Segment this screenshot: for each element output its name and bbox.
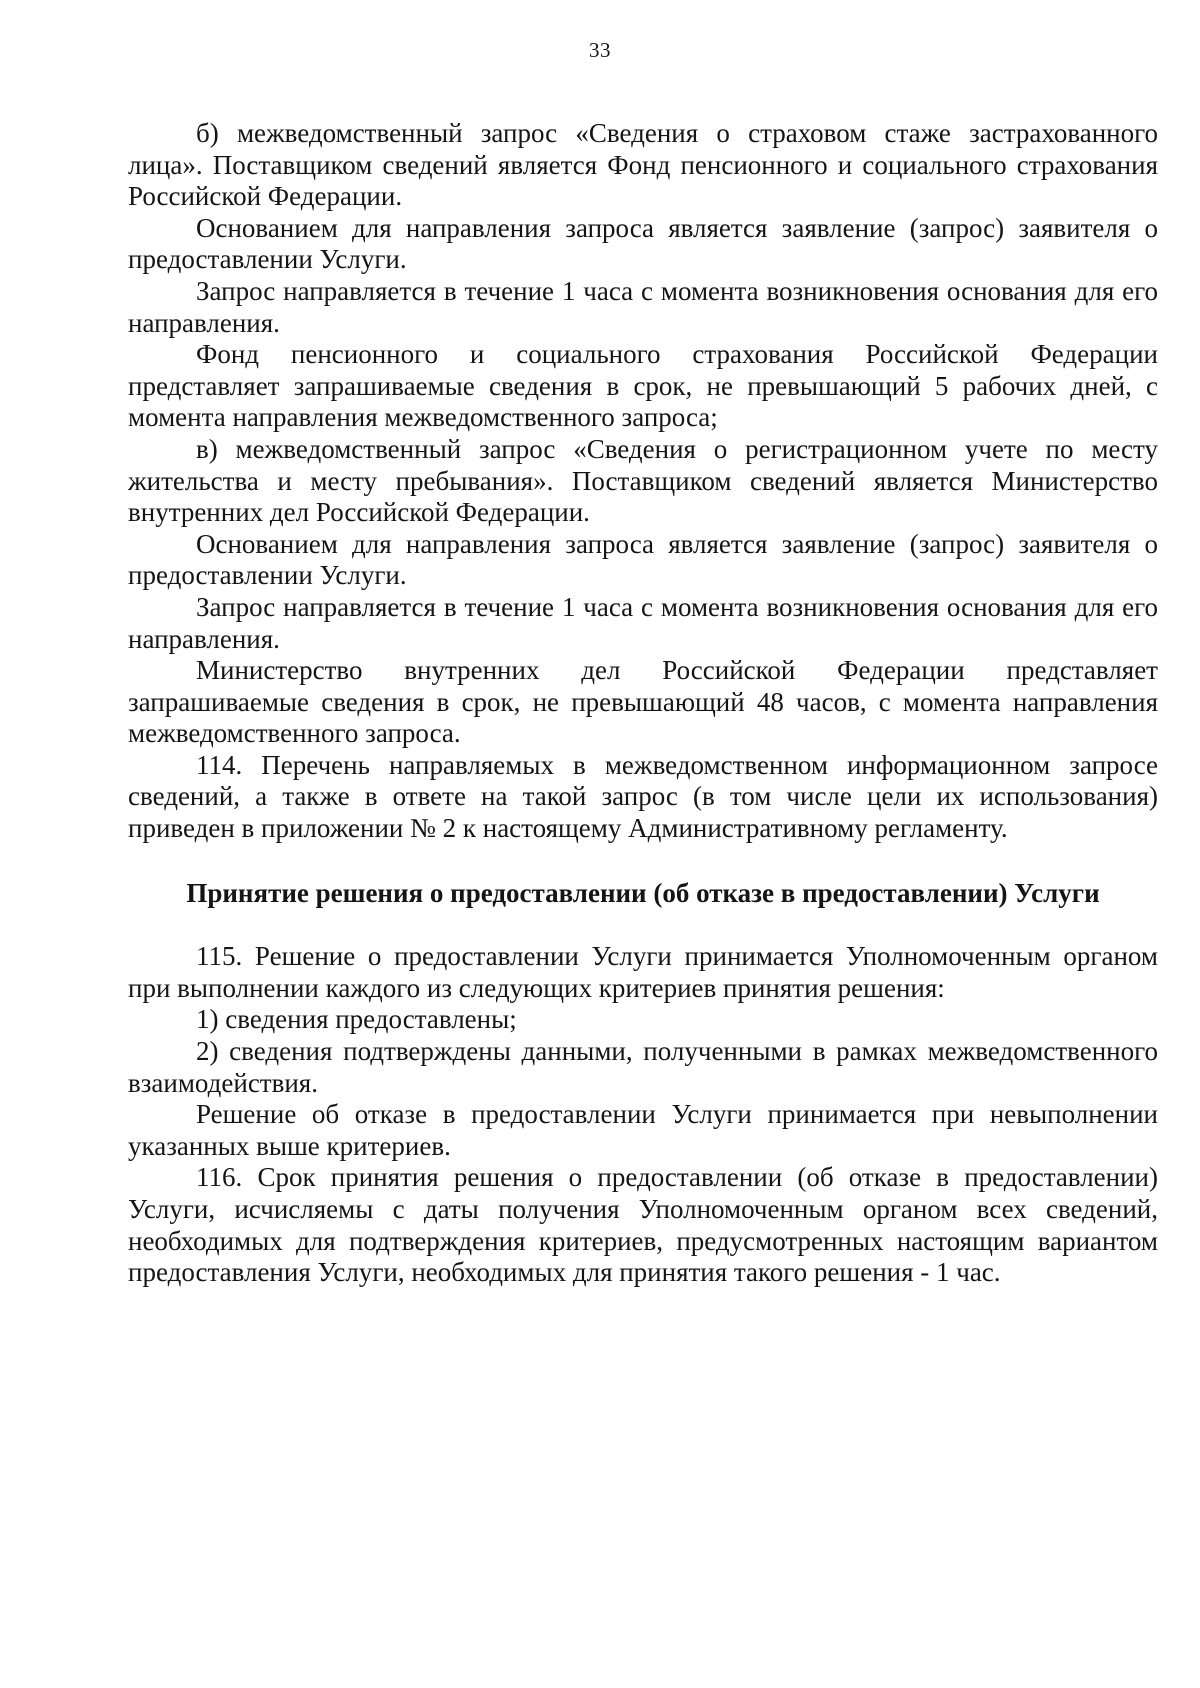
page-number: 33 bbox=[589, 38, 611, 62]
criterion-2: 2) сведения подтверждены данными, полученными в рамках межведомственного взаимодействия. bbox=[128, 1036, 1158, 1098]
paragraph-ministry-response-term: Министерство внутренних дел Российской Федерации представляет запрашиваемые сведения в срок, не превышающий 48 часов, с момента направления межведомственного запроса. bbox=[128, 655, 1158, 749]
paragraph-fund-response-term: Фонд пенсионного и социального страхования Российской Федерации представляет запрашиваемые сведения в срок, не превышающий 5 рабочих дней, с момента направления межведомственного запроса; bbox=[128, 339, 1158, 433]
paragraph-114: 114. Перечень направляемых в межведомственном информационном запросе сведений, а также в ответе на такой запрос (в том числе цели их использования) приведен в приложении № 2 к настоящему Административному регламенту. bbox=[128, 749, 1158, 844]
section-heading: Принятие решения о предоставлении (об отказе в предоставлении) Услуги bbox=[186, 877, 1100, 908]
paragraph-116: 116. Срок принятия решения о предоставлении (об отказе в предоставлении) Услуги, исчисляемы с даты получения Уполномоченным органом всех сведений, необходимых для подтверждения критериев, предусмотренных настоящим вариантом предоставления Услуги, необходимых для принятия такого решения - 1 час. bbox=[128, 1162, 1158, 1288]
paragraph-115: 115. Решение о предоставлении Услуги принимается Уполномоченным органом при выполнении каждого из следующих критериев принятия решения: bbox=[128, 941, 1158, 1003]
paragraph-basis-request: Основанием для направления запроса является заявление (запрос) заявителя о предоставлении Услуги. bbox=[128, 528, 1158, 591]
paragraph-item-b: б) межведомственный запрос «Сведения о страховом стаже застрахованного лица». Поставщиком сведений является Фонд пенсионного и социального страхования Российской Федерации. bbox=[128, 118, 1158, 212]
paragraph-request-timing: Запрос направляется в течение 1 часа с момента возникновения основания для его направления. bbox=[128, 591, 1158, 654]
paragraph-refusal-decision: Решение об отказе в предоставлении Услуги принимается при невыполнении указанных выше критериев. bbox=[128, 1099, 1158, 1161]
criterion-1: 1) сведения предоставлены; bbox=[196, 1004, 517, 1035]
paragraph-basis-request: Основанием для направления запроса является заявление (запрос) заявителя о предоставлении Услуги. bbox=[128, 212, 1158, 275]
paragraph-item-v: в) межведомственный запрос «Сведения о регистрационном учете по месту жительства и месту пребывания». Поставщиком сведений является Министерство внутренних дел Российской Федерации. bbox=[128, 433, 1158, 528]
paragraph-request-timing: Запрос направляется в течение 1 часа с момента возникновения основания для его направления. bbox=[128, 275, 1158, 338]
document-body bbox=[128, 118, 1158, 1289]
